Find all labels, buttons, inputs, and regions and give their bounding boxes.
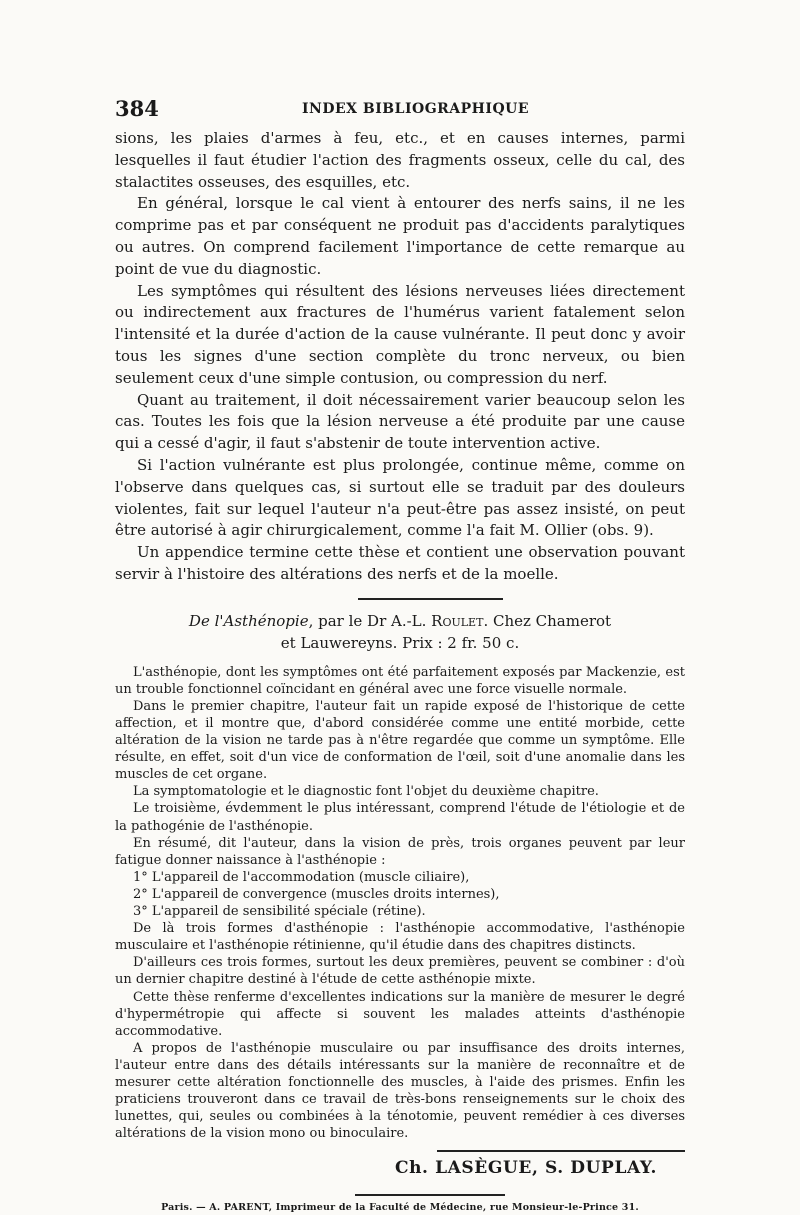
signature-divider <box>437 1150 685 1152</box>
review-list-item: 3° L'appareil de sensibilité spéciale (rétine). <box>133 904 426 920</box>
footer-divider <box>355 1194 505 1196</box>
review-by: , par le Dr A.-L. <box>308 611 432 630</box>
running-title: INDEX BIBLIOGRAPHIQUE <box>302 101 530 117</box>
paragraph: Les symptômes qui résultent des lésions nerveuses liées directement ou indirectement aux fractures de l'humérus varient fatalement selon l'intensité et la durée d'action de la cause vulnérante. Il peut donc y avoir tous les signes d'une section complète du tronc nerveux, ou bien seulement ceux d'une simple contusion, ou compression du nerf. <box>115 281 685 387</box>
main-text <box>115 128 685 586</box>
signature: Ch. LASÈGUE, S. DUPLAY. <box>394 1158 657 1179</box>
review-paragraph: Dans le premier chapitre, l'auteur fait un rapide exposé de l'historique de cette affection, et il montre que, d'abord considérée comme une entité morbide, cette altération de la vision ne tarde pas à n'être regardée que comme un symptôme. Elle résulte, en effet, soit d'un vice de conformation de l'œil, soit d'une anomalie dans les muscles de cet organe. <box>115 698 685 783</box>
review-paragraph: La symptomatologie et le diagnostic font l'objet du deuxième chapitre. <box>133 784 599 800</box>
review-paragraph: Cette thèse renferme d'excellentes indications sur la manière de mesurer le degré d'hypermétropie qui affecte si souvent les malades atteints d'asthénopie accommodative. <box>115 989 685 1039</box>
review-title: De l'Asthénopie <box>188 611 309 630</box>
paragraph: Quant au traitement, il doit nécessairement varier beaucoup selon les cas. Toutes les fois que la lésion nerveuse a été produite par une cause qui a cessé d'agir, il faut s'abstenir de toute intervention active. <box>115 390 685 453</box>
page-header <box>115 96 685 126</box>
review-heading <box>115 610 685 654</box>
paragraph: Un appendice termine cette thèse et contient une observation pouvant servir à l'histoire des altérations des nerfs et de la moelle. <box>115 543 685 583</box>
review-paragraph: D'ailleurs ces trois formes, surtout les deux premières, peuvent se combiner : d'où un dernier chapitre destiné à l'étude de cette asthénopie mixte. <box>115 955 685 988</box>
page <box>115 96 685 1213</box>
review-paragraph: A propos de l'asthénopie musculaire ou par insuffisance des droits internes, l'auteur entre dans des détails intéressants sur la manière de reconnaître et de mesurer cette altération fonctionnelle des muscles, à l'aide des prismes. Enfin les praticiens trouveront dans ce travail de très-bons renseignements sur le choix des lunettes, qui, seules ou combinées à la ténotomie, peuvent remédier à ces diverses altérations de la vision mono ou binoculaire. <box>115 1040 685 1142</box>
review-list-item: 1° L'appareil de l'accommodation (muscle ciliaire), <box>133 869 470 885</box>
review-author: Roulet <box>431 611 484 630</box>
review-paragraph: L'asthénopie, dont les symptômes ont été parfaitement exposés par Mackenzie, est un trouble fonctionnel coïncidant en général avec une force visuelle normale. <box>115 664 685 697</box>
paragraph: En général, lorsque le cal vient à entourer des nerfs sains, il ne les comprime pas et par conséquent ne produit pas d'accidents paralytiques ou autres. On comprend facilement l'importance de cette remarque au point de vue du diagnostic. <box>115 194 685 278</box>
review-heading-line-1 <box>115 610 685 632</box>
review-paragraph: En résumé, dit l'auteur, dans la vision de près, trois organes peuvent par leur fatigue donner naissance à l'asthénopie : <box>115 835 685 868</box>
review-paragraph: Le troisième, évdemment le plus intéressant, comprend l'étude de l'étiologie et de la pathogénie de l'asthénopie. <box>115 801 685 834</box>
printer-imprint: Paris. — A. PARENT, Imprimeur de la Faculté de Médecine, rue Monsieur-le-Prince 31. <box>161 1202 639 1214</box>
review-publisher: . Chez Chamerot <box>483 611 612 630</box>
section-divider <box>358 598 503 600</box>
page-number: 384 <box>115 96 159 121</box>
review-paragraph: De là trois formes d'asthénopie : l'asthénopie accommodative, l'asthénopie musculaire et l'asthénopie rétinienne, qu'il étudie dans des chapitres distincts. <box>115 921 685 954</box>
paragraph: sions, les plaies d'armes à feu, etc., et en causes internes, parmi lesquelles il faut étudier l'action des fragments osseux, celle du cal, des stalactites osseuses, des esquilles, etc. <box>115 129 685 191</box>
paragraph: Si l'action vulnérante est plus prolongée, continue même, comme on l'observe dans quelques cas, si surtout elle se traduit par des douleurs violentes, fait sur lequel l'auteur n'a peut-être pas assez insisté, on peut être autorisé à agir chirurgicalement, comme l'a fait M. Ollier (obs. 9). <box>115 455 685 540</box>
review-heading-line-2: et Lauwereyns. Prix : 2 fr. 50 c. <box>280 633 520 652</box>
review-text <box>115 664 685 1143</box>
review-list-item: 2° L'appareil de convergence (muscles droits internes), <box>133 886 500 902</box>
